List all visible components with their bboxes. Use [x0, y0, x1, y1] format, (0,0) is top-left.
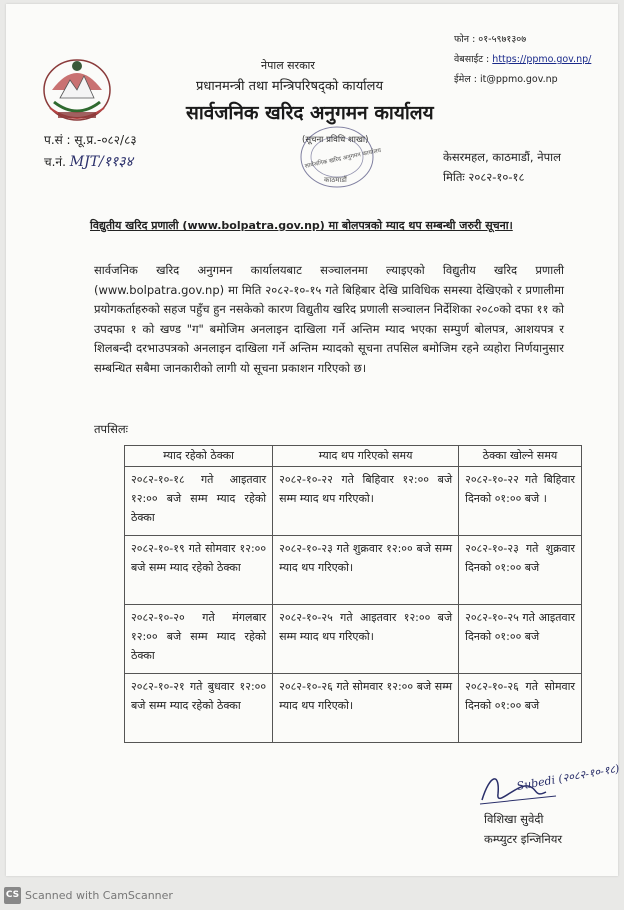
stamp-line-1: (सूचना प्रविधि शाखा): [302, 135, 369, 145]
contact-website-row: [454, 52, 591, 65]
nepal-emblem-icon: [40, 50, 114, 126]
details-label: तपसिलः: [94, 422, 128, 436]
document-page: [6, 4, 621, 876]
camscanner-text: Scanned with CamScanner: [25, 889, 173, 902]
table-header: ठेक्का खोल्ने समय: [459, 446, 582, 467]
table-cell: २०८२-१०-१८ गते आइतवार १२:०० बजे सम्म म्याद रहेको ठेक्का: [125, 467, 273, 536]
table-header: म्याद रहेको ठेक्का: [125, 446, 273, 467]
table-cell: २०८२-१०-२२ गते बिहिवार दिनको ०१:०० बजे ।: [459, 467, 582, 536]
table-cell: २०८२-१०-२२ गते बिहिवार १२:०० बजे सम्म म्याद थप गरिएको।: [273, 467, 459, 536]
notice-subject: विद्युतीय खरिद प्रणाली (www.bolpatra.gov.np) मा बोलपत्रको म्याद थप सम्बन्धी जरुरी सूचना।: [90, 219, 513, 232]
table-row: [125, 674, 582, 743]
camscanner-logo-icon: CS: [4, 887, 21, 904]
letter-date: मितिः २०८२-१०-१८: [443, 170, 525, 184]
table-header-row: [125, 446, 582, 467]
table-cell: २०८२-१०-२३ गते शुक्रवार १२:०० बजे सम्म म्याद थप गरिएको।: [273, 536, 459, 605]
government-name: नेपाल सरकार: [261, 59, 315, 72]
dispatch-number-label: च.नं.: [44, 155, 66, 169]
letter-number: प.सं : सू.प्र.-०८२/८३: [44, 133, 137, 147]
table-cell: २०८२-१०-२३ गते शुक्रवार दिनको ०१:०० बजे: [459, 536, 582, 605]
notice-body: सार्वजनिक खरिद अनुगमन कार्यालयबाट सञ्चालनमा ल्याइएको विद्युतीय खरिद प्रणाली (www.bolpatra.gov.np) मा मिति २०८२-१०-१५ गते बिहिबार देखि प्राविधिक समस्या देखिएको र प्रणालीमा प्रयोगकर्ताहरुको सहज पहुँच हुन नसकेको कारण विद्युतीय खरिद प्रणाली सञ्चालन निर्देशिका २०८०को दफा ११ को उपदफा १ को खण्ड "ग" बमोजिम अनलाइन दाखिला गर्ने अन्तिम म्याद भएका सम्पुर्ण बोलपत्र, आशयपत्र र शिलबन्दी दरभाउपत्रको अनलाइन दाखिला गर्ने अन्तिम म्यादको सूचना तपसिल बमोजिम रहने व्यहोरा निर्णयानुसार सम्बन्धित सबैमा जानकारीको लागी यो सूचना प्रकाशन गरिएको छ।: [94, 263, 564, 375]
stamp-line-2: सार्वजनिक खरिद अनुगमन कार्यालय: [304, 146, 382, 170]
office-stamp: [298, 124, 382, 190]
table-cell: २०८२-१०-२६ गते सोमवार १२:०० बजे सम्म म्याद थप गरिएको।: [273, 674, 459, 743]
table-cell: २०८२-१०-२५ गते आइतवार दिनको ०१:०० बजे: [459, 605, 582, 674]
table-row: [125, 536, 582, 605]
signer-designation: कम्प्युटर इन्जिनियर: [484, 832, 563, 846]
contact-website-label: वेबसाईट :: [454, 54, 493, 65]
stamp-line-3: काठमाडौं: [324, 176, 347, 184]
contact-website-link[interactable]: https://ppmo.gov.np/: [492, 54, 592, 65]
table-row: [125, 467, 582, 536]
table-cell: २०८२-१०-२५ गते आइतवार १२:०० बजे सम्म म्याद थप गरिएको।: [273, 605, 459, 674]
table-cell: २०८२-१०-२० गते मंगलबार १२:०० बजे सम्म म्याद रहेको ठेक्का: [125, 605, 273, 674]
table-cell: २०८२-१०-१९ गते सोमवार १२:०० बजे सम्म म्याद रहेको ठेक्का: [125, 536, 273, 605]
contact-email: ईमेल : it@ppmo.gov.np: [454, 74, 558, 85]
signature-text: Subedi (२०८२-१०-१८): [515, 762, 621, 793]
table-row: [125, 605, 582, 674]
table-cell: २०८२-१०-२१ गते बुधवार १२:०० बजे सम्म म्याद रहेको ठेक्का: [125, 674, 273, 743]
camscanner-watermark: [4, 887, 173, 904]
page-title: सार्वजनिक खरिद अनुगमन कार्यालय: [186, 102, 434, 124]
office-name: प्रधानमन्त्री तथा मन्त्रिपरिषद्को कार्यालय: [196, 79, 383, 94]
signer-name: विशिखा सुवेदी: [484, 812, 544, 826]
office-location: केसरमहल, काठमाडौं, नेपाल: [443, 150, 561, 164]
table-header: म्याद थप गरिएको समय: [273, 446, 459, 467]
handwritten-signature: [476, 762, 621, 812]
dispatch-number-row: [44, 152, 133, 171]
table-cell: २०८२-१०-२६ गते सोमवार दिनको ०१:०० बजे: [459, 674, 582, 743]
contact-phone: फोन : ०१-५९७१३०७: [454, 34, 527, 45]
dispatch-number-handwritten: MJT/११३४: [69, 154, 133, 170]
schedule-table: [124, 445, 582, 743]
